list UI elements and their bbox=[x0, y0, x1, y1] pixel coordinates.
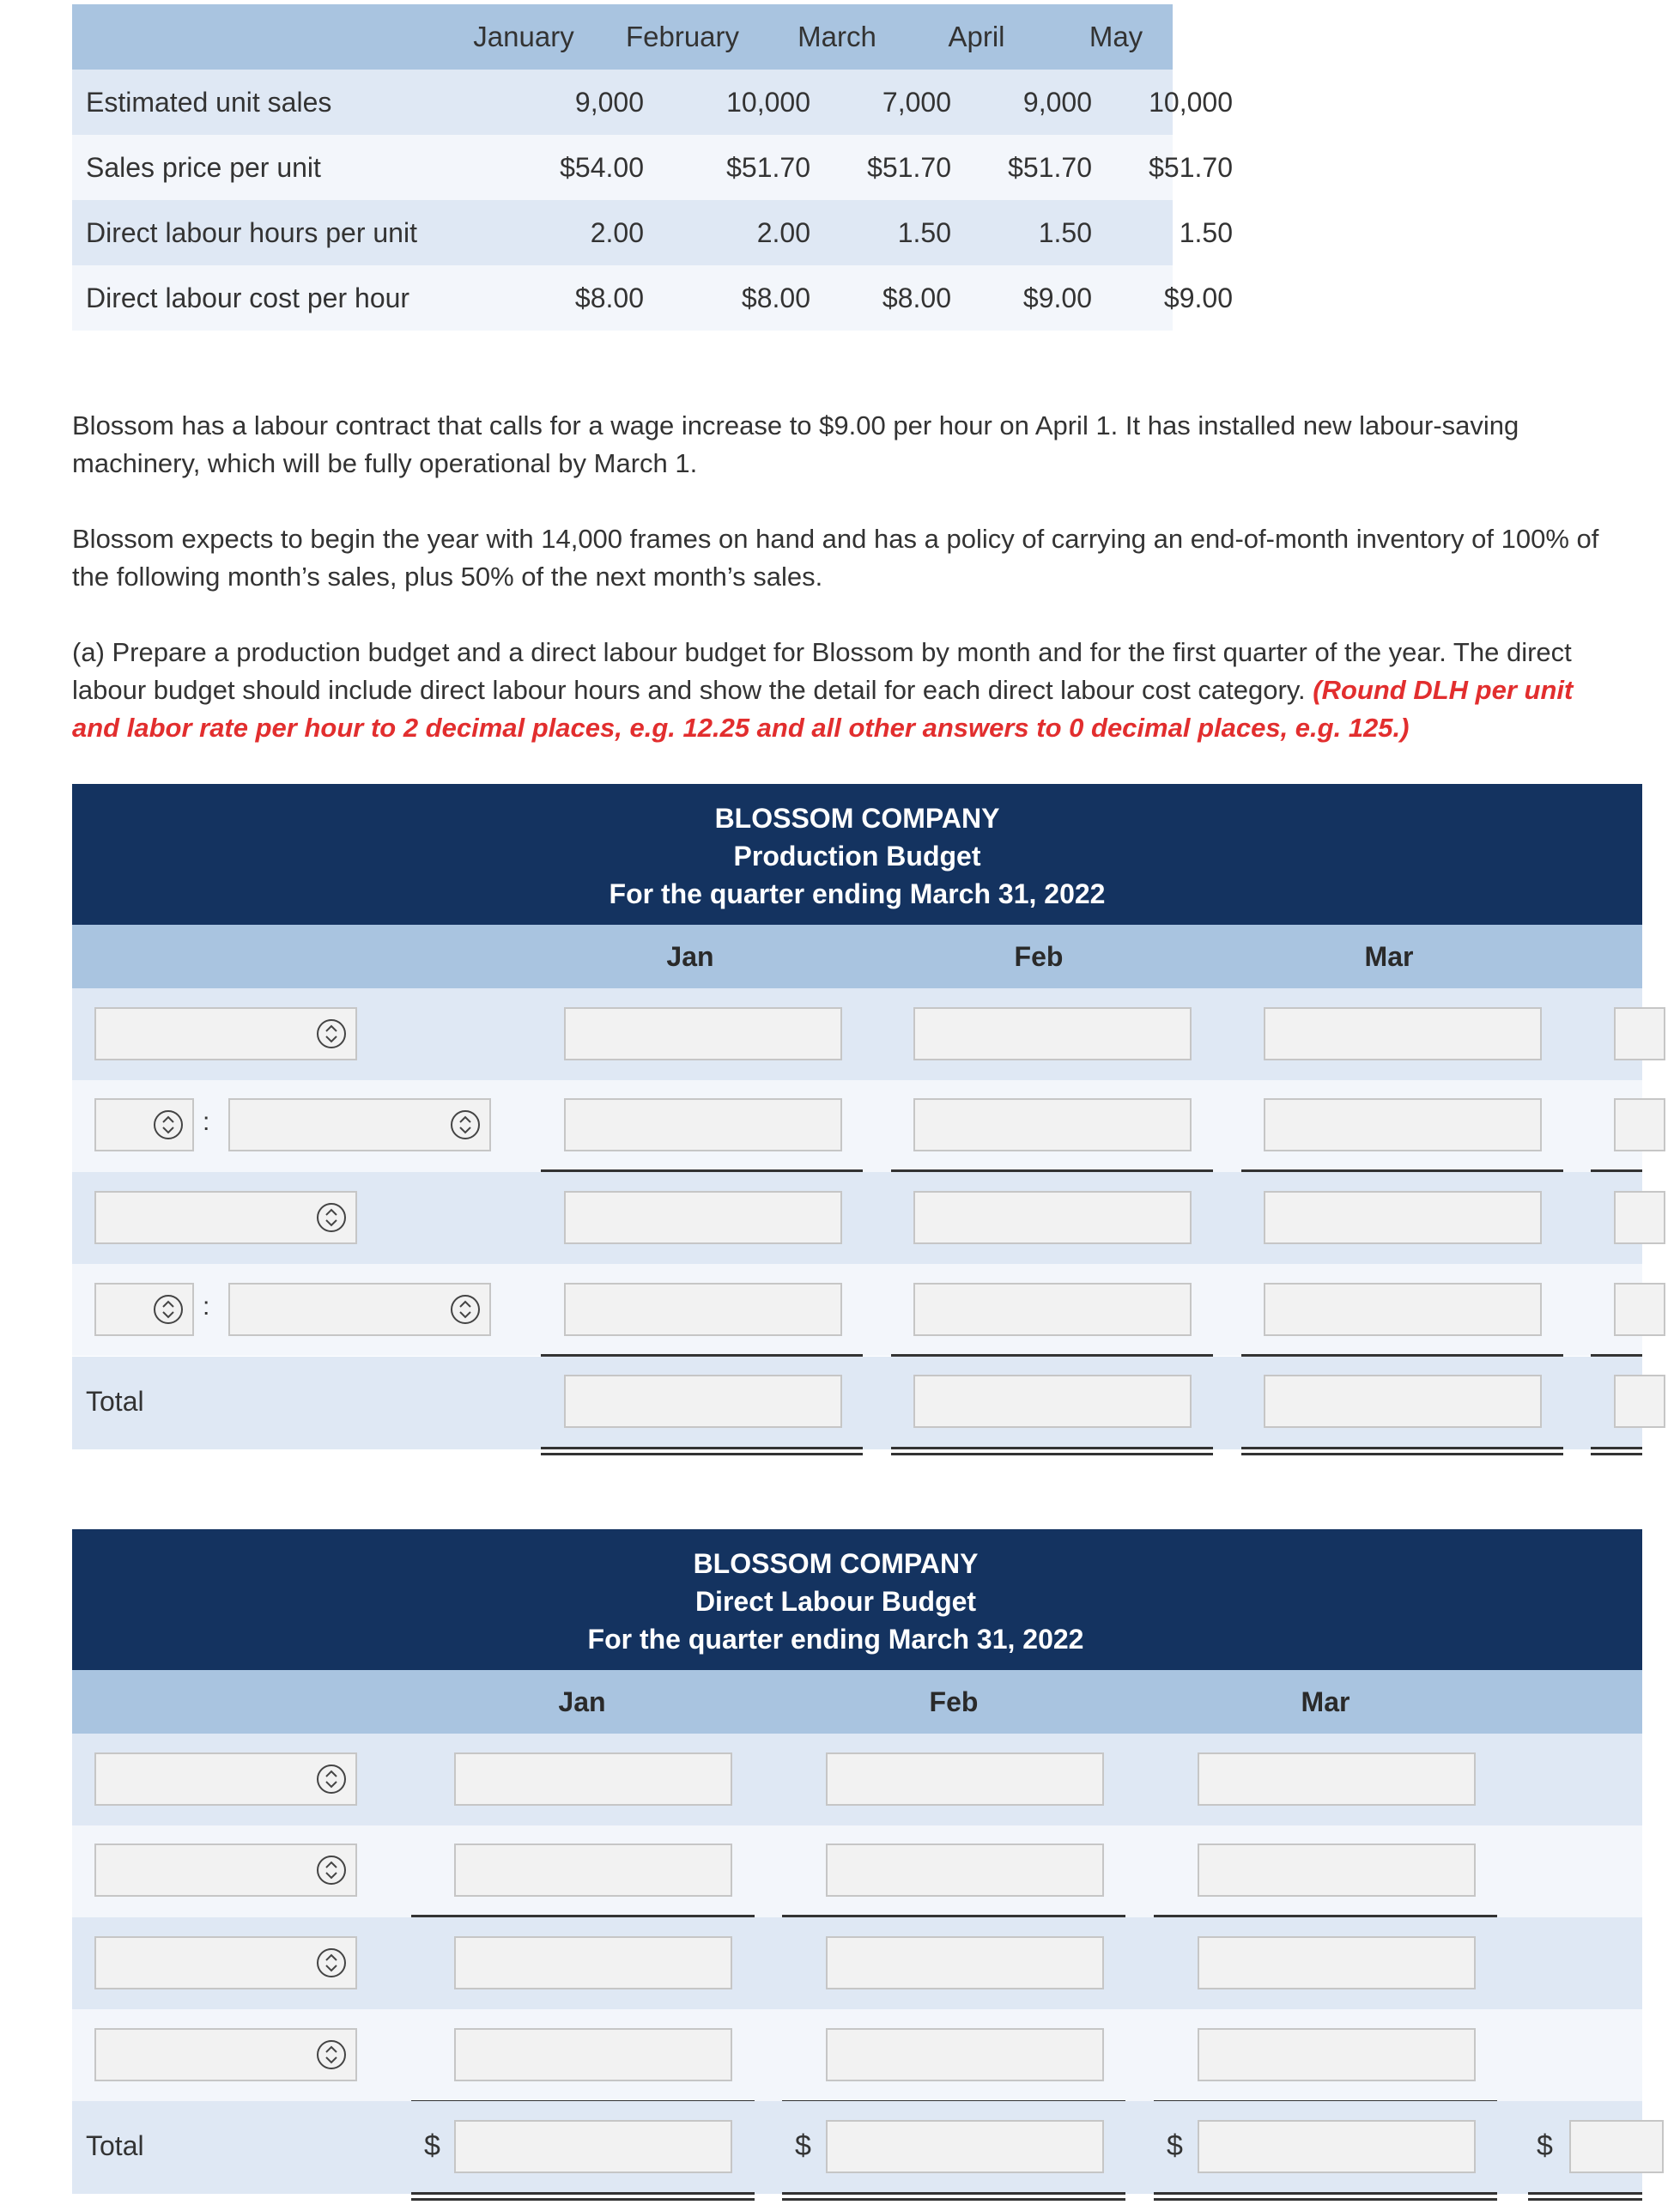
value-may: $51.70 bbox=[1149, 152, 1233, 183]
value-apr: 1.50 bbox=[1038, 217, 1092, 248]
chevron-updown-icon bbox=[316, 1202, 347, 1233]
labour-row-2-label-select[interactable] bbox=[94, 1844, 357, 1897]
currency-symbol: $ bbox=[795, 2129, 811, 2162]
production-total-mar-input[interactable] bbox=[1264, 1375, 1542, 1428]
line: Blossom expects to begin the year with 14,000 frames on hand and has a policy of carrying an end-of-month inventory of 100% of bbox=[72, 524, 1599, 554]
total-double-rule bbox=[1528, 2192, 1642, 2201]
paragraph-inventory-policy bbox=[72, 520, 1617, 596]
chevron-updown-icon bbox=[316, 1855, 347, 1886]
production-row-4-feb-input[interactable] bbox=[913, 1283, 1192, 1336]
instruction-text: labour budget should include direct labour hours and show the detail for each direct labour cost category. bbox=[72, 675, 1306, 705]
value-jan: $54.00 bbox=[560, 152, 644, 183]
chevron-updown-icon bbox=[450, 1294, 481, 1325]
info-header-may: May bbox=[1089, 21, 1143, 52]
value-may: $9.00 bbox=[1163, 282, 1233, 313]
production-row-4-mar-input[interactable] bbox=[1264, 1283, 1542, 1336]
production-row-2-operator-select[interactable] bbox=[94, 1098, 194, 1151]
budget-title: Direct Labour Budget bbox=[694, 1586, 977, 1617]
colon-separator: : bbox=[203, 1292, 210, 1321]
production-row-1-feb-input[interactable] bbox=[913, 1007, 1192, 1060]
chevron-updown-icon bbox=[316, 1764, 347, 1795]
labour-row-2-mar-input[interactable] bbox=[1198, 1844, 1476, 1897]
col-mar: Mar bbox=[1364, 941, 1414, 972]
production-row-3-mar-input[interactable] bbox=[1264, 1191, 1542, 1244]
value-jan: 2.00 bbox=[590, 217, 644, 248]
labour-total-quarter-input[interactable] bbox=[1569, 2120, 1664, 2173]
total-double-rule bbox=[782, 2192, 1125, 2201]
total-double-rule bbox=[1591, 1447, 1642, 1455]
production-row-4-operator-select[interactable] bbox=[94, 1283, 194, 1336]
labour-row-1-jan-input[interactable] bbox=[454, 1752, 732, 1806]
chevron-updown-icon bbox=[450, 1109, 481, 1140]
production-row-2-feb-input[interactable] bbox=[913, 1098, 1192, 1151]
row-label: Direct labour cost per hour bbox=[86, 282, 410, 313]
chevron-updown-icon bbox=[153, 1294, 184, 1325]
chevron-updown-icon bbox=[316, 1018, 347, 1049]
labour-row-2-feb-input[interactable] bbox=[826, 1844, 1104, 1897]
rounding-instruction: (Round DLH per unit bbox=[1313, 675, 1574, 705]
value-mar: 7,000 bbox=[882, 87, 951, 118]
total-double-rule bbox=[1154, 2192, 1497, 2201]
company-name: BLOSSOM COMPANY bbox=[714, 803, 1000, 834]
currency-symbol: $ bbox=[424, 2129, 440, 2162]
info-row-labour-cost bbox=[72, 265, 1233, 331]
production-total-quarter-input[interactable] bbox=[1614, 1375, 1665, 1428]
total-double-rule bbox=[411, 2192, 755, 2201]
info-row-sales-price bbox=[72, 135, 1233, 200]
value-mar: $51.70 bbox=[867, 152, 951, 183]
value-apr: 9,000 bbox=[1022, 87, 1092, 118]
production-column-headers bbox=[72, 925, 1642, 988]
labour-total-jan-input[interactable] bbox=[454, 2120, 732, 2173]
production-row-3-label-select[interactable] bbox=[94, 1191, 357, 1244]
value-feb: $51.70 bbox=[726, 152, 810, 183]
labour-column-headers bbox=[72, 1670, 1642, 1734]
currency-symbol: $ bbox=[1167, 2129, 1183, 2162]
production-row-1-quarter-input[interactable] bbox=[1614, 1007, 1665, 1060]
col-jan: Jan bbox=[666, 941, 714, 972]
line: Blossom has a labour contract that calls for a wage increase to $9.00 per hour on April 1. It has installed new labour-saving bbox=[72, 410, 1519, 440]
info-row-labour-hours bbox=[72, 200, 1233, 265]
total-double-rule bbox=[891, 1447, 1213, 1455]
row-label: Estimated unit sales bbox=[86, 87, 332, 118]
value-apr: $51.70 bbox=[1008, 152, 1092, 183]
line: machinery, which will be fully operational by March 1. bbox=[72, 448, 698, 478]
line: (a) Prepare a production budget and a direct labour budget for Blossom by month and for the first quarter of the year. The direct bbox=[72, 637, 1572, 667]
value-mar: $8.00 bbox=[882, 282, 951, 313]
col-jan: Jan bbox=[558, 1686, 606, 1717]
production-row-3-jan-input[interactable] bbox=[564, 1191, 842, 1244]
col-mar: Mar bbox=[1301, 1686, 1350, 1717]
labour-row-1-label-select[interactable] bbox=[94, 1752, 357, 1806]
col-feb: Feb bbox=[929, 1686, 979, 1717]
labour-row-4-jan-input[interactable] bbox=[454, 2028, 732, 2081]
chevron-updown-icon bbox=[316, 2039, 347, 2070]
value-mar: 1.50 bbox=[897, 217, 951, 248]
info-header-january: January bbox=[473, 21, 574, 52]
production-row-4-label-select[interactable] bbox=[228, 1283, 491, 1336]
labour-budget-banner bbox=[72, 1529, 1642, 1670]
value-jan: $8.00 bbox=[574, 282, 644, 313]
production-row-4-quarter-input[interactable] bbox=[1614, 1283, 1665, 1336]
labour-row-3-label-select[interactable] bbox=[94, 1936, 357, 1989]
value-feb: $8.00 bbox=[741, 282, 810, 313]
total-label: Total bbox=[86, 1386, 144, 1417]
paragraph-wage-contract bbox=[72, 407, 1617, 483]
total-label: Total bbox=[86, 2130, 144, 2161]
labour-total-feb-input[interactable] bbox=[826, 2120, 1104, 2173]
budget-period: For the quarter ending March 31, 2022 bbox=[609, 878, 1106, 909]
production-row-1-jan-input[interactable] bbox=[564, 1007, 842, 1060]
labour-row-3-feb-input[interactable] bbox=[826, 1936, 1104, 1989]
production-total-feb-input[interactable] bbox=[913, 1375, 1192, 1428]
value-feb: 10,000 bbox=[726, 87, 810, 118]
labour-row-3-jan-input[interactable] bbox=[454, 1936, 732, 1989]
total-double-rule bbox=[541, 1447, 863, 1455]
row-label: Sales price per unit bbox=[86, 152, 321, 183]
labour-total-mar-input[interactable] bbox=[1198, 2120, 1476, 2173]
labour-row-2-jan-input[interactable] bbox=[454, 1844, 732, 1897]
production-total-jan-input[interactable] bbox=[564, 1375, 842, 1428]
value-jan: 9,000 bbox=[574, 87, 644, 118]
col-feb: Feb bbox=[1014, 941, 1064, 972]
chevron-updown-icon bbox=[153, 1109, 184, 1140]
labour-row-3-mar-input[interactable] bbox=[1198, 1936, 1476, 1989]
colon-separator: : bbox=[203, 1108, 210, 1136]
company-name: BLOSSOM COMPANY bbox=[693, 1548, 979, 1579]
value-may: 10,000 bbox=[1149, 87, 1233, 118]
line: the following month’s sales, plus 50% of the next month’s sales. bbox=[72, 562, 823, 592]
value-may: 1.50 bbox=[1179, 217, 1233, 248]
labour-row-1-mar-input[interactable] bbox=[1198, 1752, 1476, 1806]
production-row-2-mar-input[interactable] bbox=[1264, 1098, 1542, 1151]
row-label: Direct labour hours per unit bbox=[86, 217, 417, 248]
labour-row-4-feb-input[interactable] bbox=[826, 2028, 1104, 2081]
info-header-april: April bbox=[948, 21, 1005, 52]
production-row-1-label-select[interactable] bbox=[94, 1007, 357, 1060]
line bbox=[72, 671, 1617, 709]
labour-row-4-mar-input[interactable] bbox=[1198, 2028, 1476, 2081]
production-row-3-feb-input[interactable] bbox=[913, 1191, 1192, 1244]
labour-row-4-label-select[interactable] bbox=[94, 2028, 357, 2081]
budget-period: For the quarter ending March 31, 2022 bbox=[587, 1624, 1084, 1655]
info-row-unit-sales bbox=[72, 70, 1233, 135]
paragraph-instructions bbox=[72, 634, 1617, 747]
production-row-2-quarter-input[interactable] bbox=[1614, 1098, 1665, 1151]
production-row-2-label-select[interactable] bbox=[228, 1098, 491, 1151]
info-header-march: March bbox=[798, 21, 876, 52]
value-apr: $9.00 bbox=[1022, 282, 1092, 313]
production-row-1-mar-input[interactable] bbox=[1264, 1007, 1542, 1060]
labour-row-1-feb-input[interactable] bbox=[826, 1752, 1104, 1806]
total-double-rule bbox=[1241, 1447, 1563, 1455]
production-budget-banner bbox=[72, 784, 1642, 925]
production-row-3-quarter-input[interactable] bbox=[1614, 1191, 1665, 1244]
production-row-4-jan-input[interactable] bbox=[564, 1283, 842, 1336]
production-row-2-jan-input[interactable] bbox=[564, 1098, 842, 1151]
chevron-updown-icon bbox=[316, 1947, 347, 1978]
currency-symbol: $ bbox=[1537, 2129, 1553, 2162]
budget-title: Production Budget bbox=[733, 841, 981, 872]
rounding-instruction-cont: and labor rate per hour to 2 decimal places, e.g. 12.25 and all other answers to 0 decimal places, e.g. 125.) bbox=[72, 713, 1410, 743]
info-header-february: February bbox=[625, 21, 740, 52]
value-feb: 2.00 bbox=[756, 217, 810, 248]
